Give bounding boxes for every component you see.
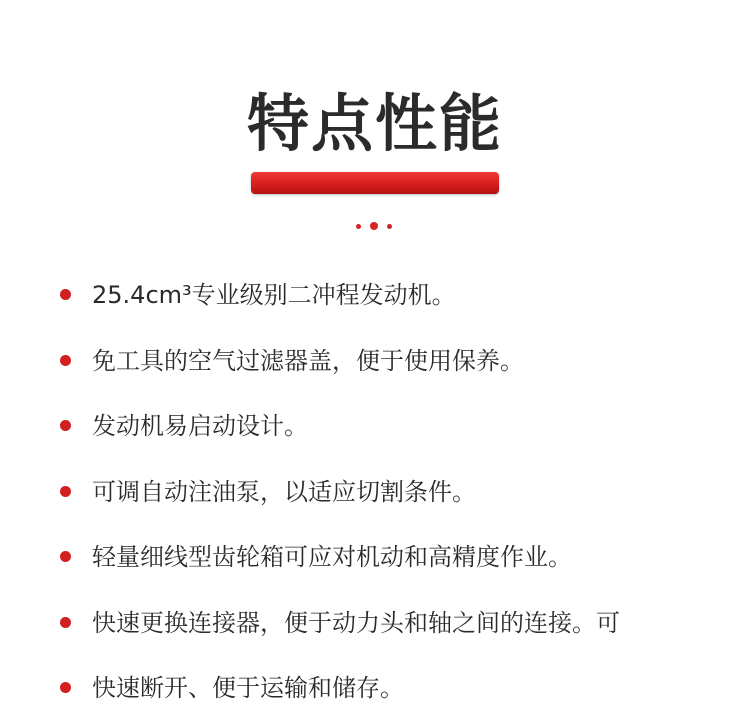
feature-text: 轻量细线型齿轮箱可应对机动和高精度作业。 [92, 543, 572, 571]
bullet-icon [60, 420, 71, 431]
bullet-icon [60, 355, 71, 366]
feature-text: 发动机易启动设计。 [92, 412, 308, 440]
feature-text: 免工具的空气过滤器盖，便于使用保养。 [92, 346, 524, 375]
feature-text: 可调自动注油泵，以适应切割条件。 [92, 477, 476, 506]
page-title: 特点性能 [246, 87, 503, 160]
dot-icon [356, 224, 361, 229]
feature-item [0, 395, 750, 461]
dot-icon [387, 224, 392, 229]
feature-item [0, 461, 750, 527]
bullet-icon [60, 289, 71, 300]
feature-text: 25.4cm³专业级别二冲程发动机。 [92, 281, 456, 309]
feature-item [0, 264, 750, 330]
bullet-icon [60, 486, 71, 497]
feature-text: 快速更换连接器，便于动力头和轴之间的连接。可 [92, 608, 620, 637]
feature-list [0, 264, 750, 723]
bullet-icon [60, 551, 71, 562]
feature-text: 快速断开、便于运输和储存。 [92, 674, 404, 702]
feature-item [0, 592, 750, 658]
feature-item [0, 330, 750, 396]
decorative-dots [355, 222, 395, 232]
title-underline-bar [251, 172, 499, 194]
dot-icon [370, 222, 378, 230]
feature-item [0, 657, 750, 723]
feature-item [0, 526, 750, 592]
bullet-icon [60, 682, 71, 693]
bullet-icon [60, 617, 71, 628]
